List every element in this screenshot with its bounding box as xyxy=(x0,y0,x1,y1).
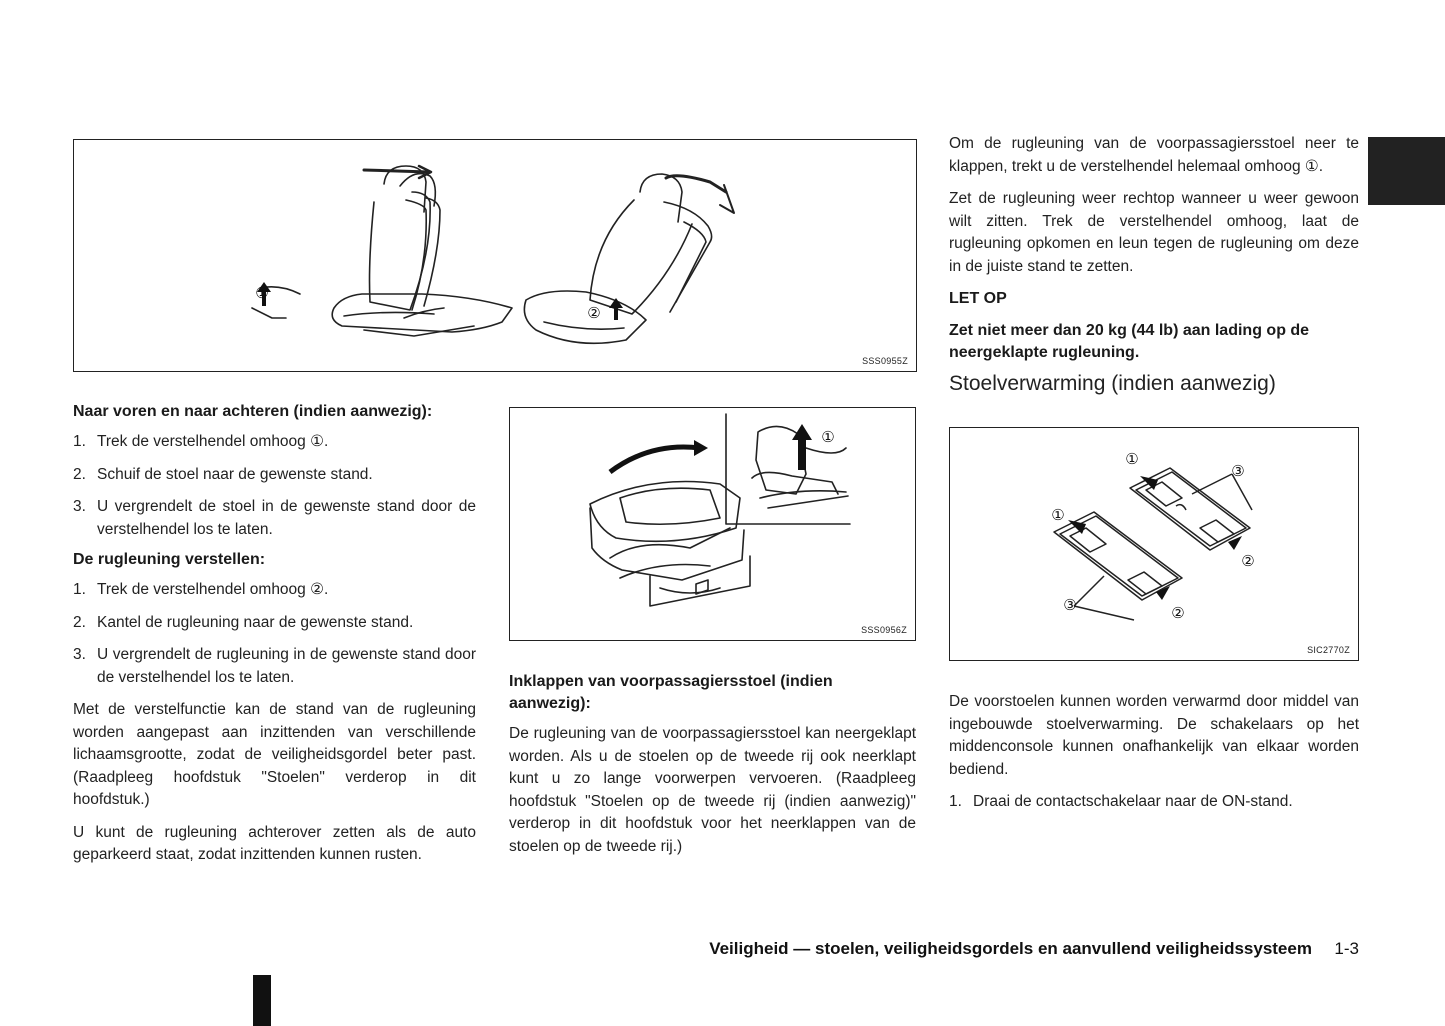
list-item xyxy=(73,464,476,487)
figure-code: SSS0956Z xyxy=(861,625,907,635)
caution-text: Zet niet meer dan 20 kg (44 lb) aan lading op de neergeklapte rugleuning. xyxy=(949,322,1310,361)
callout-2: ② xyxy=(587,304,601,322)
paragraph-fold-seat: De rugleuning van de voorpassagiersstoel kan neergeklapt worden. Als u de stoelen op de tweede rij ook neerklapt kunt u zo lange voorwerpen vervoeren. (Raadpleeg hoofdstuk "Stoelen op de tweede rij (indien aanwezig)" verderop in dit hoofdstuk voor het neerklappen van de stoelen op de tweede rij.) xyxy=(509,725,916,855)
list-num: 2. xyxy=(73,613,86,631)
list-num: 1. xyxy=(73,433,86,450)
list-text: Draai de contactschakelaar naar de ON-stand. xyxy=(973,793,1293,810)
callout-2-upper: ② xyxy=(1241,552,1255,570)
list-text: U vergrendelt de rugleuning in de gewenste stand door de verstelhendel los te laten. xyxy=(97,646,476,686)
list-forward-back xyxy=(73,431,476,541)
seat-heating-switches-illustration xyxy=(950,428,1358,660)
list-text: U vergrendelt de stoel in de gewenste stand door de verstelhendel los te laten. xyxy=(97,498,476,538)
list-seat-heating xyxy=(949,791,1359,814)
figure-seat-adjustment xyxy=(73,139,917,372)
figure-fold-passenger-seat xyxy=(509,407,916,641)
heading-fold-seat: Inklappen van voorpassagiersstoel (indien aanwezig): xyxy=(509,673,833,712)
page-footer xyxy=(600,939,1359,959)
list-item xyxy=(73,644,476,689)
list-num: 1. xyxy=(73,581,86,598)
section-title-seat-heating: Stoelverwarming (indien aanwezig) xyxy=(949,372,1276,395)
callout-2-lower: ② xyxy=(1171,604,1185,622)
figure-code: SSS0955Z xyxy=(862,356,908,366)
seat-adjustment-illustration xyxy=(74,140,916,371)
list-text: Schuif de stoel naar de gewenste stand. xyxy=(97,465,373,483)
list-item xyxy=(73,496,476,541)
footer-title: Veiligheid — stoelen, veiligheidsgordels en aanvullend veiligheidssysteem xyxy=(709,939,1312,958)
callout-3-lower: ③ xyxy=(1063,596,1077,614)
page-number: 1-3 xyxy=(1334,939,1359,958)
list-text: Trek de verstelhendel omhoog ②. xyxy=(97,581,329,598)
paragraph-fold-instructions: Om de rugleuning van de voorpassagiersstoel neer te klappen, trekt u de verstelhendel helemaal omhoog ①. xyxy=(949,135,1359,175)
caution-label: LET OP xyxy=(949,290,1007,307)
list-item xyxy=(73,579,476,602)
column-right-lower xyxy=(949,691,1359,824)
paragraph-recline-function: Met de verstelfunctie kan de stand van de rugleuning worden aangepast aan inzittenden van verschillende lichaamsgrootte, zodat de veiligheidsgordel beter past. (Raadpleeg hoofdstuk "Stoelen" verderop in dit hoofdstuk.) xyxy=(73,701,476,808)
callout-1: ① xyxy=(821,428,835,446)
column-right xyxy=(949,133,1359,396)
callout-1: ① xyxy=(255,284,269,302)
paragraph-seat-heating: De voorstoelen kunnen worden verwarmd door middel van ingebouwde stoelverwarming. De schakelaars op het middenconsole kunnen onafhankelijk van elkaar worden bediend. xyxy=(949,693,1359,778)
list-item xyxy=(73,612,476,635)
list-item xyxy=(949,791,1359,814)
list-text: Kantel de rugleuning naar de gewenste stand. xyxy=(97,613,414,631)
list-recline xyxy=(73,579,476,689)
list-num: 2. xyxy=(73,465,86,483)
list-num: 1. xyxy=(949,793,962,810)
list-num: 3. xyxy=(73,498,86,515)
column-left xyxy=(73,401,476,867)
chapter-tab xyxy=(1368,137,1445,205)
callout-3-upper: ③ xyxy=(1231,462,1245,480)
fold-seat-illustration xyxy=(510,408,915,640)
paragraph-rest: U kunt de rugleuning achterover zetten als de auto geparkeerd staat, zodat inzittenden kunnen rusten. xyxy=(73,823,476,863)
figure-seat-heating xyxy=(949,427,1359,661)
heading-recline: De rugleuning verstellen: xyxy=(73,551,266,568)
heading-forward-back: Naar voren en naar achteren (indien aanwezig): xyxy=(73,403,433,420)
paragraph-return-upright: Zet de rugleuning weer rechtop wanneer u weer gewoon wilt zitten. Trek de verstelhendel omhoog, laat de rugleuning opkomen en leun tegen de rugleuning om deze in de juiste stand te zetten. xyxy=(949,190,1359,275)
column-middle xyxy=(509,671,916,858)
list-num: 3. xyxy=(73,646,86,663)
callout-1-lower: ① xyxy=(1051,506,1065,524)
figure-code: SIC2770Z xyxy=(1307,645,1350,655)
callout-1-upper: ① xyxy=(1125,450,1139,468)
list-text: Trek de verstelhendel omhoog ①. xyxy=(97,433,329,450)
binding-mark xyxy=(253,975,271,1026)
list-item xyxy=(73,431,476,454)
